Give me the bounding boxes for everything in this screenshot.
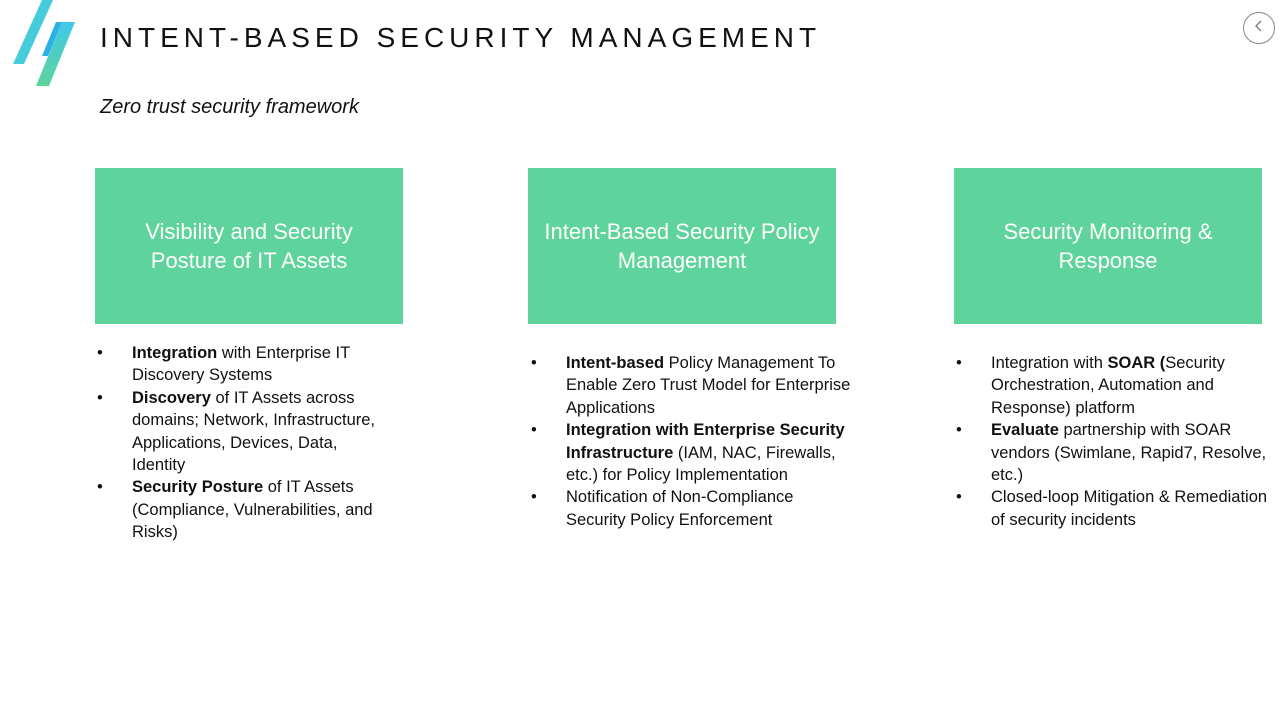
slash-stripes-logo bbox=[12, 0, 78, 88]
list-item: • Intent-based Policy Management To Enable Zero Trust Model for Enterprise Applications bbox=[531, 354, 851, 417]
card-monitoring-response bbox=[954, 168, 1262, 324]
list-item: • Integration with SOAR (Security Orchestration, Automation and Response) platform bbox=[956, 354, 1225, 417]
list-item: • Security Posture of IT Assets (Compliance, Vulnerabilities, and Risks) bbox=[97, 478, 373, 542]
list-item: • Closed-loop Mitigation & Remediation of security incidents bbox=[956, 488, 1268, 529]
back-button[interactable] bbox=[1243, 12, 1275, 44]
bullet-list-visibility bbox=[95, 342, 395, 544]
page-subtitle: Zero trust security framework bbox=[100, 96, 359, 118]
bullet-list-policy bbox=[529, 352, 853, 531]
list-item: • Discovery of IT Assets across domains; Network, Infrastructure, Applications, Devices, Data, Identity bbox=[97, 388, 376, 475]
card-policy-management bbox=[528, 168, 836, 324]
list-item: • Integration with Enterprise Security Infrastructure (IAM, NAC, Firewalls, etc.) for Policy Implementation bbox=[531, 421, 845, 485]
card-title: Security Monitoring & Response bbox=[1003, 219, 1213, 273]
card-title: Intent-Based Security Policy Management bbox=[544, 219, 820, 273]
page-title: INTENT-BASED SECURITY MANAGEMENT bbox=[100, 22, 822, 53]
list-item: • Notification of Non-Compliance Security Policy Enforcement bbox=[531, 488, 794, 529]
chevron-left-icon bbox=[1253, 19, 1265, 38]
card-title: Visibility and Security Posture of IT Assets bbox=[145, 219, 353, 273]
card-visibility bbox=[95, 168, 403, 324]
list-item: • Integration with Enterprise IT Discovery Systems bbox=[97, 344, 350, 385]
list-item: • Evaluate partnership with SOAR vendors (Swimlane, Rapid7, Resolve, etc.) bbox=[956, 421, 1267, 485]
bullet-list-monitoring bbox=[954, 352, 1276, 531]
